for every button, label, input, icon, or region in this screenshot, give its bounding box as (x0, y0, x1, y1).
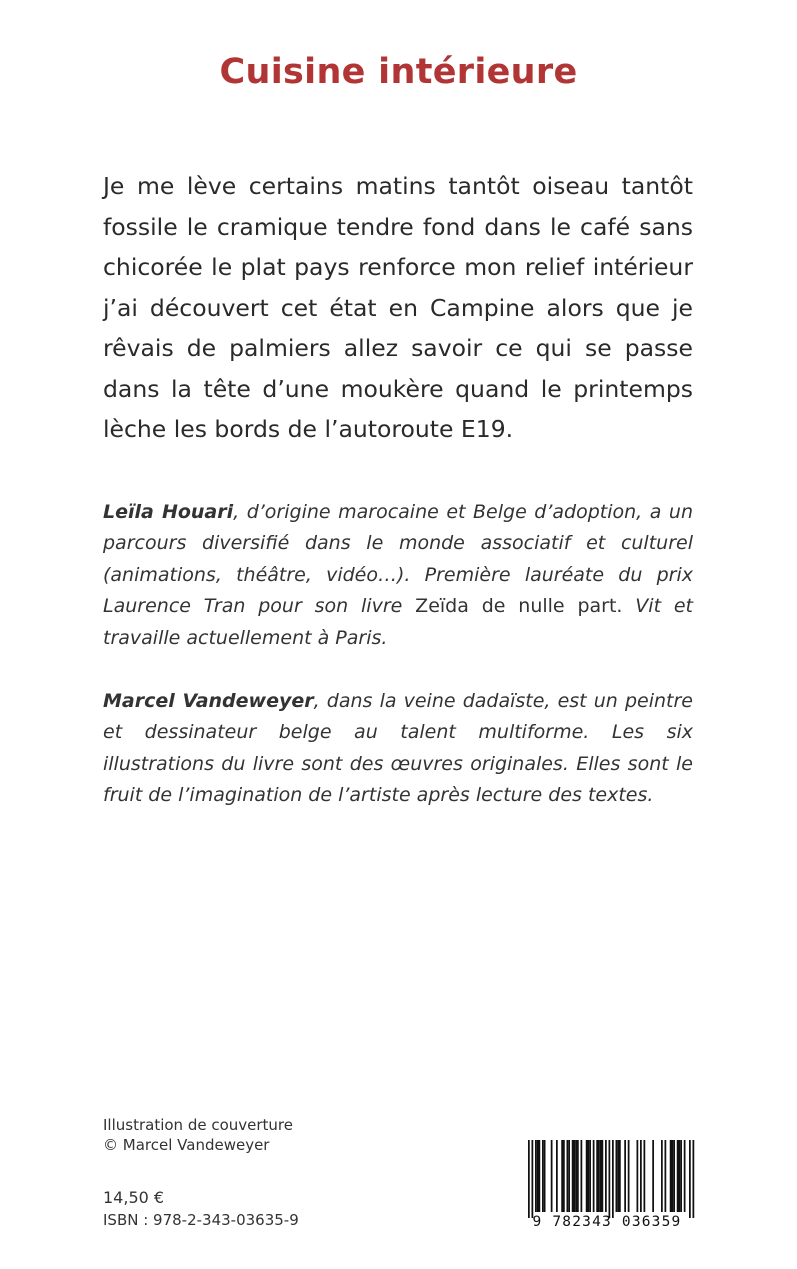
barcode-bar-25 (602, 1140, 604, 1212)
cover-credit-label: Illustration de couverture (103, 1116, 293, 1134)
barcode-bar-22 (596, 1140, 598, 1212)
barcode-bar-5 (542, 1140, 544, 1212)
barcode-bar-6 (544, 1140, 546, 1212)
cover-credit (103, 1115, 293, 1155)
barcode-bar-8 (556, 1140, 558, 1212)
barcode-bar-47 (689, 1140, 691, 1218)
illustrator-bio-text: , dans la veine dadaïste, est un peintre et dessinateur belge au talent multiforme. Les six illustrations du livre sont des œuvres originales. Elles sont le fruit de l’imagination de l’artiste après lecture des textes. (103, 690, 694, 807)
barcode-bar-36 (644, 1140, 646, 1212)
barcode-bar-38 (661, 1140, 663, 1212)
barcode-bar-31 (619, 1140, 621, 1212)
barcode-bar-46 (684, 1140, 686, 1212)
illustrator-bio (103, 686, 693, 812)
barcode-bar-37 (652, 1140, 654, 1212)
barcode-bar-48 (693, 1140, 695, 1218)
barcode-bar-15 (575, 1140, 577, 1212)
barcode-number: 9 782343 036359 (532, 1214, 682, 1230)
barcode-bar-35 (640, 1140, 642, 1212)
author-book-title: Zeïda de nulle part. (415, 595, 623, 618)
cover-credit-copyright: © Marcel Vandeweyer (103, 1136, 270, 1154)
price: 14,50 € (103, 1188, 165, 1207)
book-title: Cuisine intérieure (219, 52, 578, 92)
barcode-bar-26 (605, 1140, 607, 1212)
barcode-bar-11 (567, 1140, 569, 1212)
barcode-bar-23 (598, 1140, 600, 1212)
barcode-bar-32 (624, 1140, 626, 1212)
author-bio-text: , d’origine marocaine et Belge d’adoption, a un parcours diversifié dans le monde associatif et culturel (animations, théâtre, vidéo…). Première lauréate du prix Laurence Tran pour son livre (103, 501, 694, 618)
barcode-bar-39 (665, 1140, 667, 1212)
author-bio-text-end: Vit et travaille actuellement à Paris. (103, 595, 693, 649)
barcode-bar-30 (617, 1140, 619, 1212)
barcode-bar-1 (532, 1140, 534, 1218)
barcode-bar-7 (551, 1140, 553, 1212)
barcode-bar-40 (670, 1140, 672, 1212)
barcode-bar-20 (589, 1140, 591, 1212)
illustrator-name: Marcel Vandeweyer (103, 690, 314, 712)
author-name: Leïla Houari (103, 501, 234, 523)
barcode-bar-41 (672, 1140, 674, 1212)
barcode-bar-33 (628, 1140, 630, 1212)
barcode-bar-42 (673, 1140, 675, 1212)
barcode (518, 1136, 696, 1235)
barcode-bar-21 (593, 1140, 595, 1212)
barcode-bar-29 (616, 1140, 618, 1212)
poem-text: Je me lève certains matins tantôt oiseau tantôt fossile le cramique tendre fond dans le café sans chicorée le plat pays renforce mon relief intérieur j’ai découvert cet état en Campine alors que je rêvais de palmiers allez savoir ce qui se passe dans la tête d’une moukère quand le printemps lèche les bords de l’autoroute E19. (103, 172, 693, 443)
barcode-bar-0 (528, 1140, 530, 1218)
barcode-bar-4 (539, 1140, 541, 1212)
barcode-bar-10 (563, 1140, 565, 1212)
barcode-bar-14 (574, 1140, 576, 1212)
author-bio (103, 497, 693, 654)
barcode-bar-43 (677, 1140, 679, 1212)
barcode-bar-44 (679, 1140, 681, 1212)
barcode-bar-2 (535, 1140, 537, 1212)
barcode-bar-12 (568, 1140, 570, 1212)
barcode-bar-13 (572, 1140, 574, 1212)
barcode-bar-16 (577, 1140, 579, 1212)
barcode-bar-18 (586, 1140, 588, 1212)
barcode-bar-27 (609, 1140, 611, 1218)
isbn: ISBN : 978-2-343-03635-9 (103, 1211, 299, 1229)
barcode-bar-24 (600, 1140, 602, 1212)
barcode-bar-19 (588, 1140, 590, 1212)
barcode-bar-28 (612, 1140, 614, 1218)
barcode-bar-17 (581, 1140, 583, 1212)
barcode-bar-9 (561, 1140, 563, 1212)
barcode-bar-3 (537, 1140, 539, 1212)
barcode-bar-34 (637, 1140, 639, 1212)
barcode-bar-45 (680, 1140, 682, 1212)
